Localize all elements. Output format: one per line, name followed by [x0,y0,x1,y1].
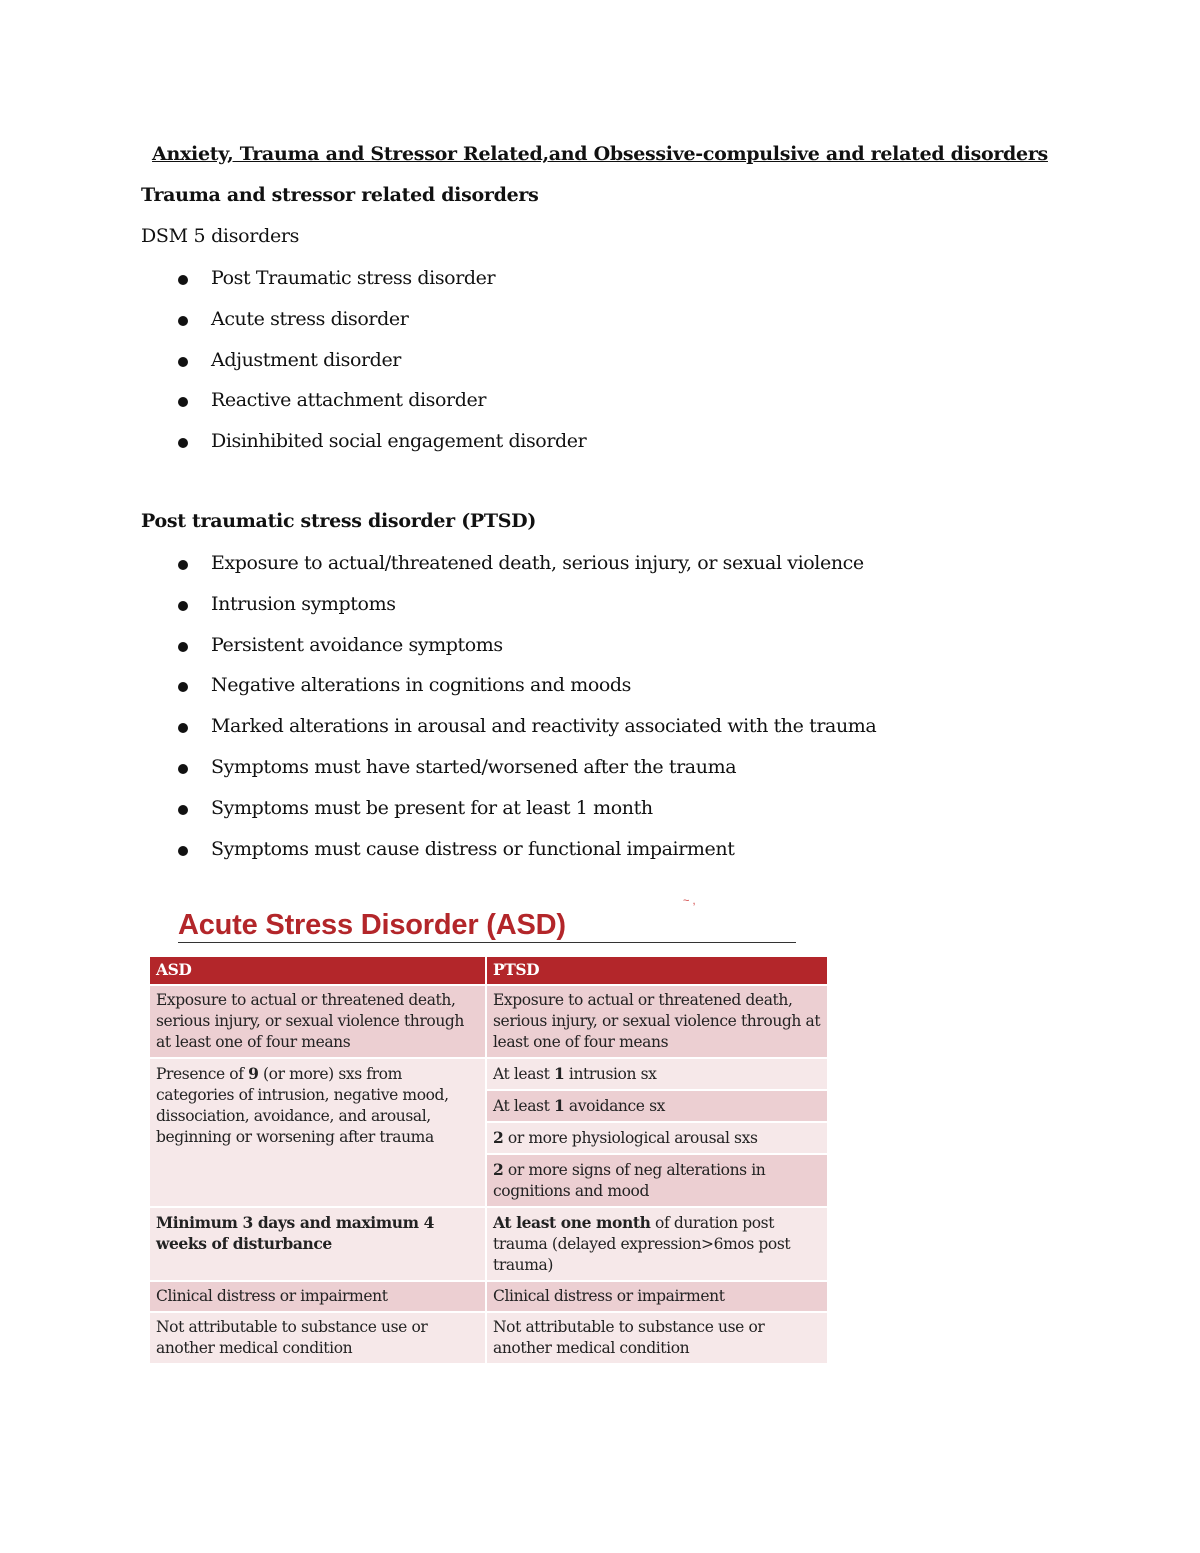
list-item: Intrusion symptoms [0,592,876,633]
table-cell: Presence of 9 (or more) sxs from categories of intrusion, negative mood, dissociation, avoidance, and arousal, beginning or worsening after trauma [150,1059,487,1208]
table-cell: Not attributable to substance use or another medical condition [487,1313,827,1365]
asd-comparison-figure [150,895,830,1355]
bullet-icon [178,438,188,448]
table-cell: Exposure to actual or threatened death, serious injury, or sexual violence through at least one of four means [150,986,487,1059]
table-cell: At least 1 avoidance sx [487,1091,827,1123]
table-cell: Exposure to actual or threatened death, serious injury, or sexual violence through at least one of four means [487,986,827,1059]
figure-mark: ~ , [683,895,696,907]
dsm5-disorders-list [0,266,586,470]
bullet-icon [178,682,188,692]
list-item: Negative alterations in cognitions and moods [0,673,876,714]
list-item: Symptoms must cause distress or functional impairment [0,837,876,878]
table-cell: Clinical distress or impairment [150,1282,487,1313]
section-subheading-dsm5: DSM 5 disorders [141,225,300,247]
table-row [150,1282,827,1313]
table-header-row [150,957,827,986]
table-cell: At least one month of duration post trauma (delayed expression>6mos post trauma) [487,1208,827,1282]
document-title: Anxiety, Trauma and Stressor Related,and Obsessive-compulsive and related disorders [152,143,1048,165]
table-cell: At least 1 intrusion sx [487,1059,827,1091]
bullet-icon [178,846,188,856]
bullet-icon [178,601,188,611]
table-cell: 2 or more physiological arousal sxs [487,1123,827,1155]
figure-heading: Acute Stress Disorder (ASD) [178,909,566,941]
list-item: Disinhibited social engagement disorder [0,429,586,470]
bullet-icon [178,316,188,326]
figure-heading-rule [178,942,796,943]
column-header-ptsd: PTSD [487,957,827,986]
table-cell: Not attributable to substance use or another medical condition [150,1313,487,1365]
bullet-icon [178,764,188,774]
list-item: Adjustment disorder [0,348,586,389]
asd-ptsd-table [150,957,827,1365]
list-item: Symptoms must have started/worsened after the trauma [0,755,876,796]
table-row [150,986,827,1059]
list-item: Reactive attachment disorder [0,388,586,429]
bullet-icon [178,642,188,652]
table-row [150,1313,827,1365]
bullet-icon [178,560,188,570]
column-header-asd: ASD [150,957,487,986]
table-row [150,1059,827,1091]
list-item: Marked alterations in arousal and reactivity associated with the trauma [0,714,876,755]
list-item: Persistent avoidance symptoms [0,633,876,674]
section-heading-ptsd: Post traumatic stress disorder (PTSD) [141,510,537,532]
table-cell: 2 or more signs of neg alterations in cognitions and mood [487,1155,827,1208]
bullet-icon [178,357,188,367]
bullet-icon [178,275,188,285]
list-item: Acute stress disorder [0,307,586,348]
bullet-icon [178,805,188,815]
list-item: Exposure to actual/threatened death, serious injury, or sexual violence [0,551,876,592]
ptsd-criteria-list [0,551,876,877]
list-item: Post Traumatic stress disorder [0,266,586,307]
bullet-icon [178,723,188,733]
bullet-icon [178,397,188,407]
table-cell: Minimum 3 days and maximum 4 weeks of disturbance [150,1208,487,1282]
section-heading-trauma: Trauma and stressor related disorders [141,184,539,206]
table-row [150,1208,827,1282]
list-item: Symptoms must be present for at least 1 month [0,796,876,837]
table-cell: Clinical distress or impairment [487,1282,827,1313]
